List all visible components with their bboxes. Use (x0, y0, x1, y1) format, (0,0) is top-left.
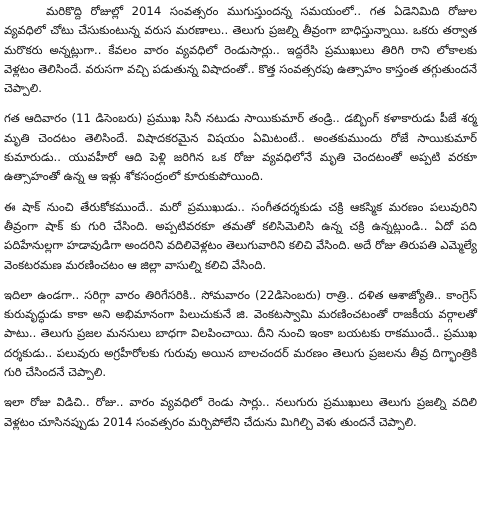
article-paragraph-1: మరికొద్ది రోజుల్లో 2014 సంవత్సరం ముగుస్తుందన్న సమయంలో.. గత ఏడెనిమిది రోజుల వ్యవధిలో చోటు చేసుకుంటున్న వరుస మరణాలు.. తెలుగు ప్రజల్ని తీవ్రంగా బాధిస్తున్నాయి. ఒకరు తర్వాత మరొకరు అన్నట్లుగా.. కేవలం వారం వ్యవధిలో రెండుసార్లు.. ఇద్దరేసి ప్రముఖులు తిరిగి రాని లోకాలకు వెళ్లటం తెలిసిందే. వరుసగా వచ్చి పడుతున్న విషాదంతో.. కొత్త సంవత్సరపు ఉత్సాహం కాస్తంత తగ్గుతుందనే చెప్పాలి. (4, 4, 477, 96)
article-paragraph-2: గత ఆదివారం (11 డిసెంబరు) ప్రముఖ సినీ నటుడు సాయికుమార్ తండ్రి.. డబ్బింగ్ కళాకారుడు పీజే శర్మ మృతి చెందటం తెలిసిందే. విషాదకరమైన విషయం ఏమిటంటే.. అంతకుముందు రోజే సాయికుమార్ కుమారుడు.. యువహీరో ఆది పెళ్లి జరిగిన ఒక రోజు వ్యవధిలోనే మృతి చెందటంతో అప్పటి వరకూ ఉత్సాహంతో ఉన్న ఆ ఇళ్లు శోకసంద్రంలో కూరుకుపోయింది. (4, 111, 477, 184)
article-paragraph-4: ఇదిలా ఉండగా.. సరిగ్గా వారం తిరిగేసరికి.. సోమవారం (22డిసెంబరు) రాత్రి.. దళిత ఆశాజ్యోతి.. కాంగ్రెస్ కురువృద్ధుడు కాకా అని అభిమానంగా పిలుచుకునే జి. వెంకటస్వామి మరణించటంతో రాజకీయ వర్గాలతో పాటు.. తెలుగు ప్రజల మనసులు బాధగా విలపించాయి. దీని నుంచి ఇంకా బయటకు రాకముందే.. ప్రముఖ దర్శకుడు.. పలువురు అగ్రహీరోలకు గురువు అయిన బాలచందర్ మరణం తెలుగు ప్రజలను తీవ్ర దిగ్భాంత్రికి గురి చేసిందనే చెప్పాలి. (4, 287, 477, 380)
article-paragraph-3: ఈ షాక్ నుంచి తేరుకోకముందే.. మరో ప్రముఖుడు.. సంగీతదర్శకుడు చక్రి ఆకస్మిక మరణం పలువురిని తీవ్రంగా షాక్ కు గురి చేసింది. అప్పటివరకూ తమతో కలిసిమెలిసి ఉన్న చక్రి ఉన్నట్లుండి.. ఏదో పది పదిహేనుల్లగా హడావుడిగా అందరిని వదిలివెళ్లటం తెలుగువారిని కలిచి వేసింది. అదే రోజు తిరుపతి ఎమ్మెల్యే వెంకటరమణ మరణించటం ఆ జిల్లా వాసుల్ని కలిచి వేసింది. (4, 199, 477, 272)
article-paragraph-5: ఇలా రోజు విడిచి.. రోజు.. వారం వ్యవధిలో రెండు సార్లు.. నలుగురు ప్రముఖులు తెలుగు ప్రజల్ని వదిలి వెళ్లటం చూసినప్పుడు 2014 సంవత్సరం మర్చిపోలేని చేదును మిగిల్చి వెళు తుందనే చెప్పాలి. (4, 395, 477, 429)
